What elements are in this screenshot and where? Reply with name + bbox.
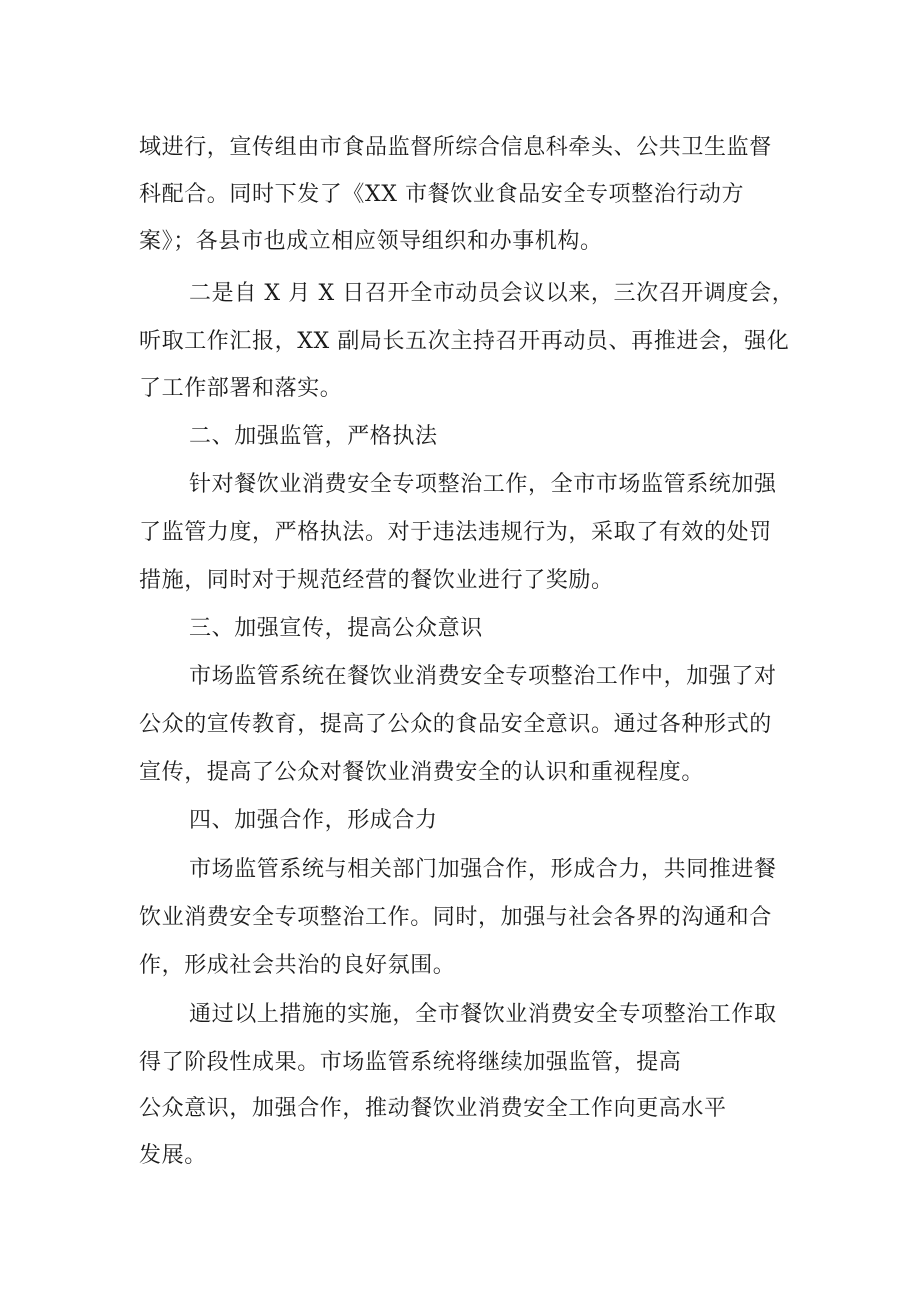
text-line: 公众意识，加强合作，推动餐饮业消费安全工作向更高水平 xyxy=(139,1096,727,1121)
text-line: 域进行，宣传组由市食品监督所综合信息科牵头、公共卫生监督 xyxy=(139,135,772,160)
text-line: 饮业消费安全专项整治工作。同时，加强与社会各界的沟通和合 xyxy=(139,905,772,930)
text-line: 宣传，提高了公众对餐饮业消费安全的认识和重视程度。 xyxy=(139,760,705,785)
section-heading: 四、加强合作，形成合力 xyxy=(189,808,438,833)
text-line: 了监管力度，严格执法。对于违法违规行为，采取了有效的处罚 xyxy=(139,520,772,545)
paragraph-start-line: 通过以上措施的实施，全市餐饮业消费安全专项整治工作取 xyxy=(189,1002,777,1027)
text-line: 了工作部署和落实。 xyxy=(139,376,343,401)
text-line: 措施，同时对于规范经营的餐饮业进行了奖励。 xyxy=(139,568,614,593)
text-line: 作，形成社会共治的良好氛围。 xyxy=(139,953,456,978)
text-line: 科配合。同时下发了《XX 市餐饮业食品安全专项整治行动方 xyxy=(139,182,745,207)
text-line: 公众的宣传教育，提高了公众的食品安全意识。通过各种形式的 xyxy=(139,712,772,737)
text-line: 听取工作汇报，XX 副局长五次主持召开再动员、再推进会，强化 xyxy=(139,329,790,354)
text-line: 得了阶段性成果。市场监管系统将继续加强监管，提高 xyxy=(139,1050,682,1075)
paragraph-start-line: 市场监管系统与相关部门加强合作，形成合力，共同推进餐 xyxy=(189,857,777,882)
text-line: 案》；各县市也成立相应领导组织和办事机构。 xyxy=(139,229,603,254)
paragraph-start-line: 市场监管系统在餐饮业消费安全专项整治工作中，加强了对 xyxy=(189,664,777,689)
paragraph-start-line: 针对餐饮业消费安全专项整治工作，全市市场监管系统加强 xyxy=(189,472,777,497)
paragraph-start-line: 二是自 X 月 X 日召开全市动员会议以来，三次召开调度会， xyxy=(189,281,795,306)
section-heading: 三、加强宣传，提高公众意识 xyxy=(189,616,483,641)
section-heading: 二、加强监管，严格执法 xyxy=(189,424,438,449)
text-line: 发展。 xyxy=(139,1143,207,1168)
